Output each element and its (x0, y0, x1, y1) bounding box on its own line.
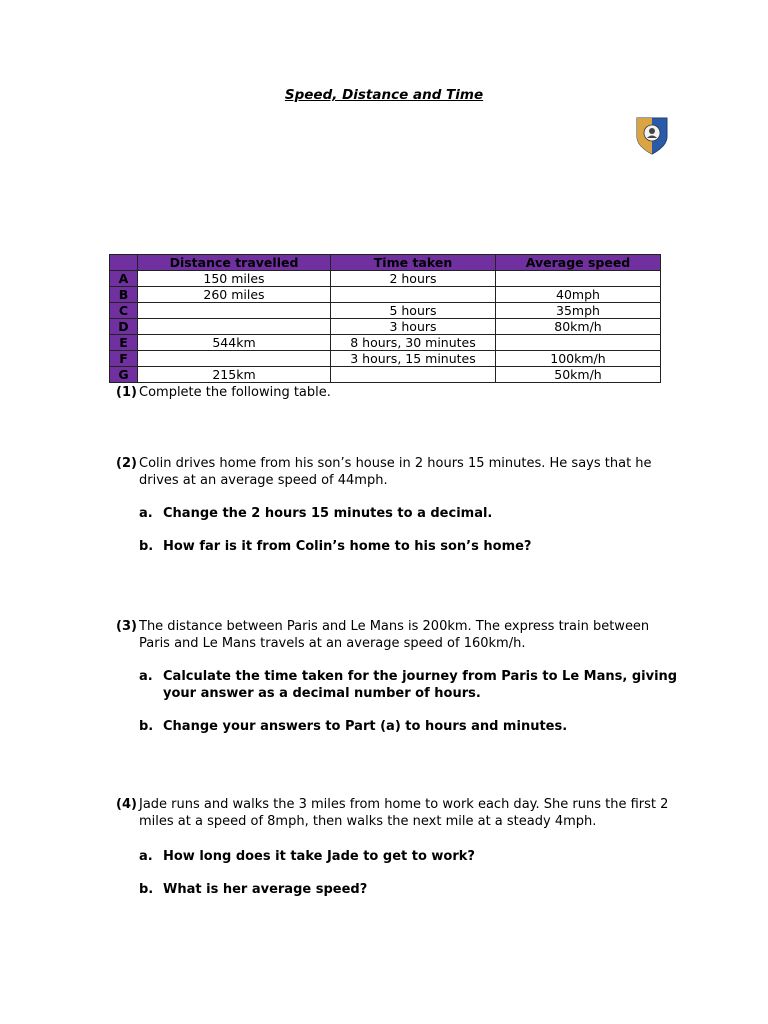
row-label: F (110, 351, 138, 367)
table-cell: 150 miles (138, 271, 331, 287)
part-text: Calculate the time taken for the journey from Paris to Le Mans, giving your answer as a decimal number of hours. (163, 669, 678, 701)
table-cell: 2 hours (331, 271, 496, 287)
question-text: The distance between Paris and Le Mans is 200km. The express train between Paris and Le Mans travels at an average speed of 160km/h. (139, 619, 650, 651)
table-row (110, 319, 661, 335)
table-cell (331, 287, 496, 303)
table-cell: 100km/h (496, 351, 661, 367)
table-cell: 5 hours (331, 303, 496, 319)
row-label: E (110, 335, 138, 351)
part-label: a. (139, 669, 153, 684)
table-cell (138, 319, 331, 335)
table-row (110, 367, 661, 383)
table-cell: 215km (138, 367, 331, 383)
table-row (110, 303, 661, 319)
question-text: Complete the following table. (139, 385, 331, 400)
table-row (110, 335, 661, 351)
question-text: Colin drives home from his son’s house in 2 hours 15 minutes. He says that he drives at an average speed of 44mph. (139, 456, 652, 488)
question-number: (2) (116, 456, 137, 471)
table-row (110, 271, 661, 287)
part-label: a. (139, 506, 153, 521)
part-label: b. (139, 719, 154, 734)
part-text: How long does it take Jade to get to work? (163, 849, 475, 864)
table-cell: 35mph (496, 303, 661, 319)
question-number: (1) (116, 385, 137, 400)
part-label: b. (139, 882, 154, 897)
table-row (110, 351, 661, 367)
part-label: b. (139, 539, 154, 554)
question-text: Jade runs and walks the 3 miles from home to work each day. She runs the first 2 miles at a speed of 8mph, then walks the next mile at a steady 4mph. (139, 797, 669, 829)
school-crest-logo (636, 117, 668, 155)
row-label: C (110, 303, 138, 319)
speed-distance-time-table (109, 254, 661, 383)
table-cell: 40mph (496, 287, 661, 303)
part-text: Change the 2 hours 15 minutes to a decimal. (163, 506, 493, 521)
question-number: (4) (116, 797, 137, 812)
part-label: a. (139, 849, 153, 864)
part-text: Change your answers to Part (a) to hours and minutes. (163, 719, 568, 734)
part-text: How far is it from Colin’s home to his son’s home? (163, 539, 532, 554)
table-row (110, 287, 661, 303)
header-cell (110, 255, 138, 271)
table-cell (331, 367, 496, 383)
header-distance: Distance travelled (138, 255, 331, 271)
table-cell (496, 335, 661, 351)
table-cell: 3 hours (331, 319, 496, 335)
table-cell (138, 351, 331, 367)
table-cell (138, 303, 331, 319)
part-text: What is her average speed? (163, 882, 368, 897)
row-label: A (110, 271, 138, 287)
header-speed: Average speed (496, 255, 661, 271)
table-header-row (110, 255, 661, 271)
header-time: Time taken (331, 255, 496, 271)
table-cell: 80km/h (496, 319, 661, 335)
row-label: G (110, 367, 138, 383)
table-cell: 50km/h (496, 367, 661, 383)
question-number: (3) (116, 619, 137, 634)
row-label: B (110, 287, 138, 303)
table-cell: 8 hours, 30 minutes (331, 335, 496, 351)
table-cell: 260 miles (138, 287, 331, 303)
page-title: Speed, Distance and Time (284, 87, 484, 103)
table-cell: 3 hours, 15 minutes (331, 351, 496, 367)
row-label: D (110, 319, 138, 335)
table-cell: 544km (138, 335, 331, 351)
table-cell (496, 271, 661, 287)
